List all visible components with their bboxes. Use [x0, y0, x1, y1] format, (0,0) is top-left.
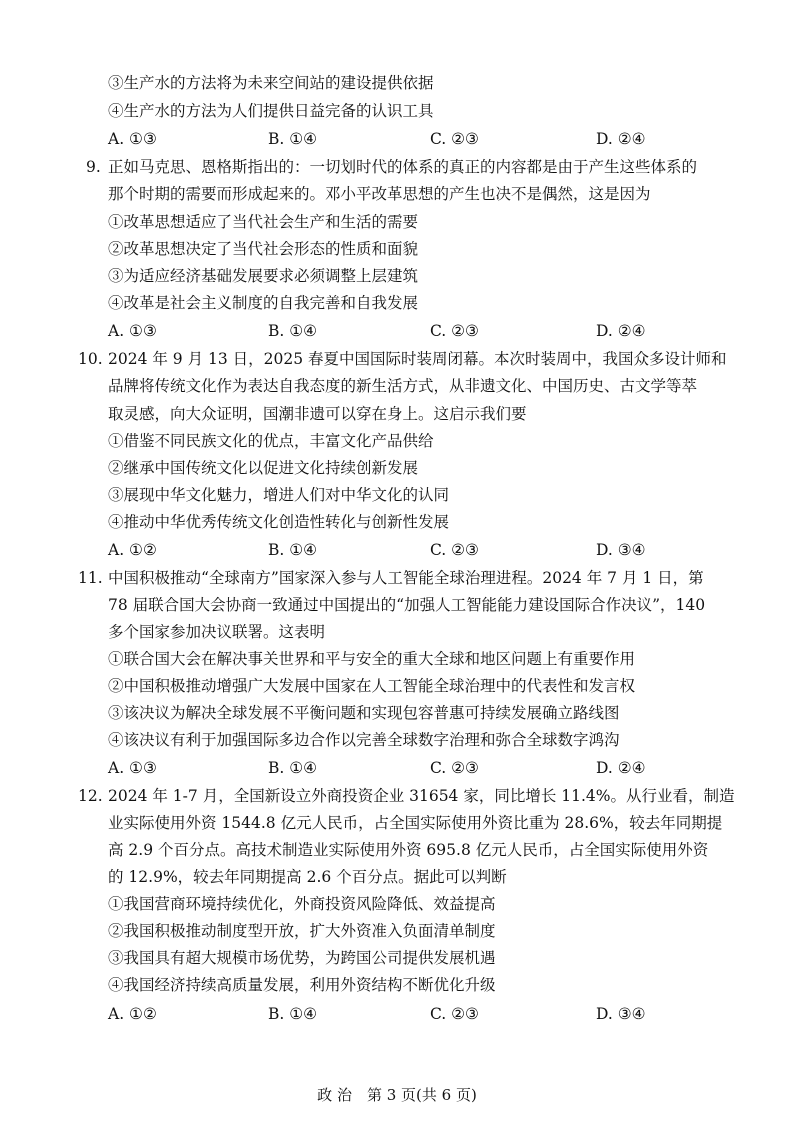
question-number: 11.: [78, 569, 103, 587]
option-b[interactable]: B. ①④: [268, 1005, 318, 1023]
question-stem: 品牌将传统文化作为表达自我态度的新生活方式，从非遗文化、中国历史、古文学等萃: [108, 377, 698, 395]
question-stem: 2024 年 9 月 13 日，2025 春夏中国国际时装周闭幕。本次时装周中，我国众多设计师和: [108, 350, 727, 368]
question-stem: 的 12.9%，较去年同期提高 2.6 个百分点。据此可以判断: [108, 868, 507, 886]
option-row: [108, 539, 708, 561]
option-d[interactable]: D. ③④: [596, 541, 646, 559]
option-d[interactable]: D. ③④: [596, 1005, 646, 1023]
answer-statement: ①改革思想适应了当代社会生产和生活的需要: [108, 213, 419, 231]
answer-statement: ④改革是社会主义制度的自我完善和自我发展: [108, 294, 419, 312]
option-row: [108, 1003, 708, 1025]
answer-statement: ②中国积极推动增强广大发展中国家在人工智能全球治理中的代表性和发言权: [108, 677, 636, 695]
option-a[interactable]: A. ①②: [108, 1005, 157, 1023]
option-b[interactable]: B. ①④: [268, 541, 318, 559]
answer-statement: ③展现中华文化魅力，增进人们对中华文化的认同: [108, 486, 450, 504]
option-a[interactable]: A. ①③: [108, 130, 157, 148]
answer-statement: ④推动中华优秀传统文化创造性转化与创新性发展: [108, 513, 450, 531]
option-b[interactable]: B. ①④: [268, 759, 318, 777]
question-stem: 业实际使用外资 1544.8 亿元人民币，占全国实际使用外资比重为 28.6%，较去年同期提: [108, 814, 723, 832]
answer-statement: ③我国具有超大规模市场优势，为跨国公司提供发展机遇: [108, 949, 496, 967]
question-stem: 那个时期的需要而形成起来的。邓小平改革思想的产生也决不是偶然，这是因为: [108, 185, 651, 203]
answer-statement: ③为适应经济基础发展要求必须调整上层建筑: [108, 267, 419, 285]
question-number: 12.: [78, 787, 103, 805]
option-row: [108, 128, 708, 150]
option-b[interactable]: B. ①④: [268, 322, 318, 340]
option-d[interactable]: D. ②④: [596, 759, 646, 777]
page-footer: 政 治 第 3 页(共 6 页): [317, 1086, 477, 1104]
option-d[interactable]: D. ②④: [596, 130, 646, 148]
option-b[interactable]: B. ①④: [268, 130, 318, 148]
answer-statement: ④生产水的方法为人们提供日益完备的认识工具: [108, 102, 434, 120]
option-c[interactable]: C. ②③: [430, 541, 479, 559]
question-stem: 正如马克思、恩格斯指出的：一切划时代的体系的真正的内容都是由于产生这些体系的: [108, 158, 698, 176]
answer-statement: ②改革思想决定了当代社会形态的性质和面貌: [108, 240, 419, 258]
option-a[interactable]: A. ①③: [108, 322, 157, 340]
answer-statement: ④我国经济持续高质量发展，利用外资结构不断优化升级: [108, 976, 496, 994]
answer-statement: ④该决议有利于加强国际多边合作以完善全球数字治理和弥合全球数字鸿沟: [108, 731, 620, 749]
answer-statement: ②继承中国传统文化以促进文化持续创新发展: [108, 459, 419, 477]
option-row: [108, 757, 708, 779]
question-stem: 取灵感，向大众证明，国潮非遗可以穿在身上。这启示我们要: [108, 405, 527, 423]
option-d[interactable]: D. ②④: [596, 322, 646, 340]
answer-statement: ①联合国大会在解决事关世界和平与安全的重大全球和地区问题上有重要作用: [108, 650, 636, 668]
answer-statement: ③该决议为解决全球发展不平衡问题和实现包容普惠可持续发展确立路线图: [108, 704, 620, 722]
answer-statement: ②我国积极推动制度型开放，扩大外资准入负面清单制度: [108, 922, 496, 940]
option-a[interactable]: A. ①②: [108, 541, 157, 559]
answer-statement: ①借鉴不同民族文化的优点，丰富文化产品供给: [108, 432, 434, 450]
option-c[interactable]: C. ②③: [430, 322, 479, 340]
answer-statement: ①我国营商环境持续优化，外商投资风险降低、效益提高: [108, 895, 496, 913]
option-c[interactable]: C. ②③: [430, 1005, 479, 1023]
option-c[interactable]: C. ②③: [430, 130, 479, 148]
question-number: 9.: [86, 158, 101, 176]
question-stem: 78 届联合国大会协商一致通过中国提出的“加强人工智能能力建设国际合作决议”，140: [108, 596, 706, 614]
question-stem: 中国积极推动“全球南方”国家深入参与人工智能全球治理进程。2024 年 7 月 1 日，第: [108, 569, 704, 587]
question-stem: 2024 年 1-7 月，全国新设立外商投资企业 31654 家，同比增长 11.4%。从行业看，制造: [108, 787, 735, 805]
answer-statement: ③生产水的方法将为未来空间站的建设提供依据: [108, 74, 434, 92]
option-a[interactable]: A. ①③: [108, 759, 157, 777]
option-c[interactable]: C. ②③: [430, 759, 479, 777]
question-stem: 高 2.9 个百分点。高技术制造业实际使用外资 695.8 亿元人民币，占全国实际使用外资: [108, 841, 709, 859]
question-stem: 多个国家参加决议联署。这表明: [108, 623, 326, 641]
question-number: 10.: [78, 350, 103, 368]
option-row: [108, 320, 708, 342]
